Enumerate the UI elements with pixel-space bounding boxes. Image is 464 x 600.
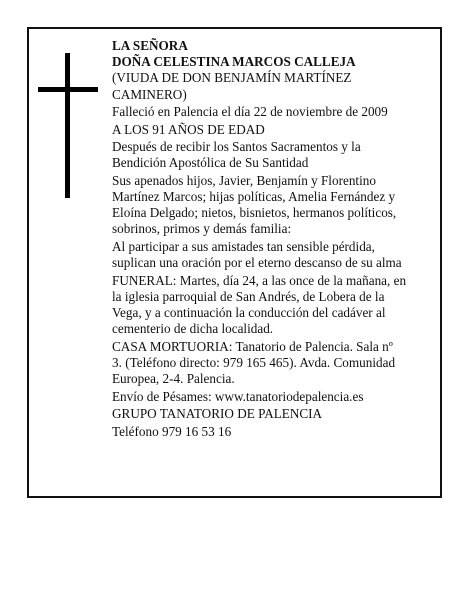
text-line: Al participar a sus amistades tan sensible pérdida, xyxy=(112,238,375,254)
paragraph xyxy=(112,104,412,120)
text-line: la iglesia parroquial de San Andrés, de Lobera de la xyxy=(112,288,385,304)
cross-horizontal-bar xyxy=(38,87,98,92)
text-line: GRUPO TANATORIO DE PALENCIA xyxy=(112,406,323,422)
text-line: Falleció en Palencia el día 22 de noviembre de 2009 xyxy=(112,104,388,120)
cross-icon xyxy=(38,53,98,198)
deceased-name: DOÑA CELESTINA MARCOS CALLEJA xyxy=(112,54,356,70)
paragraph xyxy=(112,273,412,338)
notice-body xyxy=(112,70,412,441)
text-line: Europea, 2-4. Palencia. xyxy=(112,371,235,387)
text-line: Martínez Marcos; hijas políticas, Amelia Fernández y xyxy=(112,189,396,205)
text-line: A LOS 91 AÑOS DE EDAD xyxy=(112,121,265,137)
paragraph xyxy=(112,239,412,271)
paragraph xyxy=(112,173,412,238)
text-line: FUNERAL: Martes, día 24, a las once de la mañana, en xyxy=(112,272,407,288)
text-line: (VIUDA DE DON BENJAMÍN MARTÍNEZ xyxy=(112,70,352,86)
text-line: 3. (Teléfono directo: 979 165 465). Avda. Comunidad xyxy=(112,354,396,370)
cross-vertical-bar xyxy=(65,53,70,198)
text-line: CAMINERO) xyxy=(112,86,187,102)
text-line: cementerio de dicha localidad. xyxy=(112,321,274,337)
deceased-title: LA SEÑORA xyxy=(112,38,188,53)
notice-text xyxy=(112,38,412,441)
text-line: Bendición Apostólica de Su Santidad xyxy=(112,155,309,171)
paragraph xyxy=(112,122,412,138)
text-line: Después de recibir los Santos Sacramentos y la xyxy=(112,139,361,155)
paragraph xyxy=(112,424,412,440)
paragraph xyxy=(112,70,412,102)
text-line: suplican una oración por el eterno descanso de su alma xyxy=(112,255,402,271)
text-line: Eloína Delgado; nietos, bisnietos, hermanos políticos, xyxy=(112,205,397,221)
paragraph xyxy=(112,406,412,422)
text-line: Envío de Pésames: www.tanatoriodepalencia.es xyxy=(112,388,364,404)
text-line: Vega, y a continuación la conducción del cadáver al xyxy=(112,305,386,321)
text-line: sobrinos, primos y demás familia: xyxy=(112,221,292,237)
paragraph xyxy=(112,389,412,405)
paragraph xyxy=(112,139,412,171)
paragraph xyxy=(112,339,412,388)
text-line: Sus apenados hijos, Javier, Benjamín y Florentino xyxy=(112,172,376,188)
text-line: CASA MORTUORIA: Tanatorio de Palencia. Sala nº xyxy=(112,338,393,354)
text-line: Teléfono 979 16 53 16 xyxy=(112,423,232,439)
